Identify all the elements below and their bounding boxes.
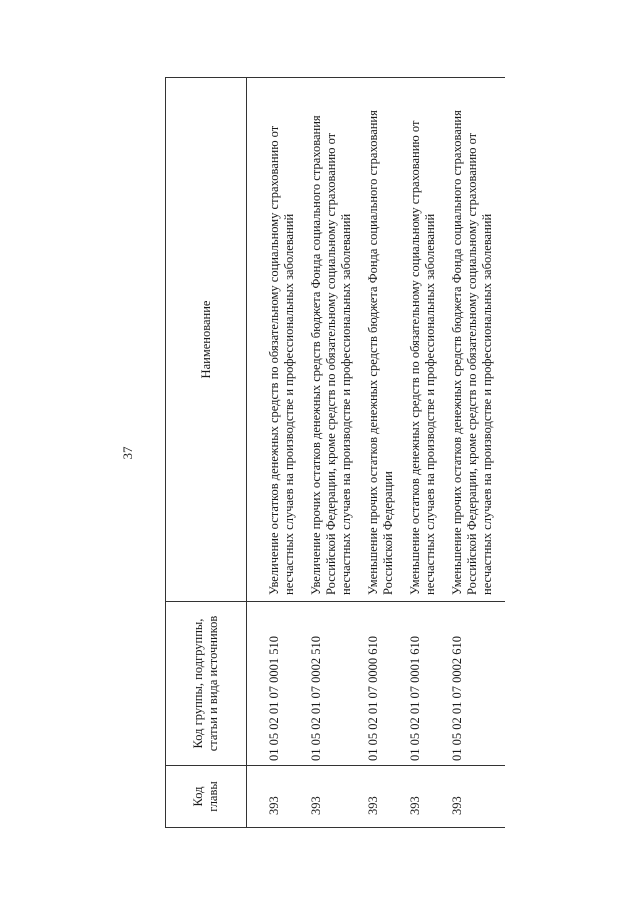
table-row [450,78,505,828]
header-name: Наименование [166,78,247,602]
rotated-sheet [120,73,530,833]
table-body [247,78,506,828]
table-header [166,78,247,828]
header-chapter-code: Код главы [166,766,247,828]
cell-source-code: 01 05 02 01 07 0001 510 [247,602,298,766]
header-source-code: Код группы, подгруппы, статьи и вида источников [166,602,247,766]
table-row [366,78,396,828]
table-row [309,78,354,828]
header-row [166,78,247,828]
row-spacer [297,78,309,828]
row-spacer [438,78,450,828]
cell-chapter-code: 393 [366,766,396,828]
cell-name: Увеличение остатков денежных средств по обязательному социальному страхованию от несчастных случаев на производстве и профессиональных заболеваний [247,78,298,602]
cell-chapter-code: 393 [450,766,505,828]
cell-source-code: 01 05 02 01 07 0002 610 [450,602,505,766]
cell-source-code: 01 05 02 01 07 0001 610 [408,602,438,766]
row-spacer [354,78,366,828]
cell-chapter-code: 393 [408,766,438,828]
row-spacer [396,78,408,828]
cell-name: Уменьшение прочих остатков денежных средств бюджета Фонда социального страхования Российской Федерации [366,78,396,602]
cell-source-code: 01 05 02 01 07 0002 510 [309,602,354,766]
cell-source-code: 01 05 02 01 07 0000 610 [366,602,396,766]
cell-name: Уменьшение прочих остатков денежных средств бюджета Фонда социального страхования Российской Федерации, кроме средств по обязательному социальному страхованию от несчастных случаев на производстве и профессиональных заболеваний [450,78,505,602]
page-number: 37 [120,446,135,460]
table-row [247,78,298,828]
table-row [408,78,438,828]
cell-chapter-code: 393 [247,766,298,828]
cell-name: Уменьшение остатков денежных средств по обязательному социальному страхованию от несчастных случаев на производстве и профессиональных заболеваний [408,78,438,602]
cell-chapter-code: 393 [309,766,354,828]
sources-table [165,77,505,828]
cell-name: Увеличение прочих остатков денежных средств бюджета Фонда социального страхования Российской Федерации, кроме средств по обязательному социальному страхованию от несчастных случаев на производстве и профессиональных заболеваний [309,78,354,602]
